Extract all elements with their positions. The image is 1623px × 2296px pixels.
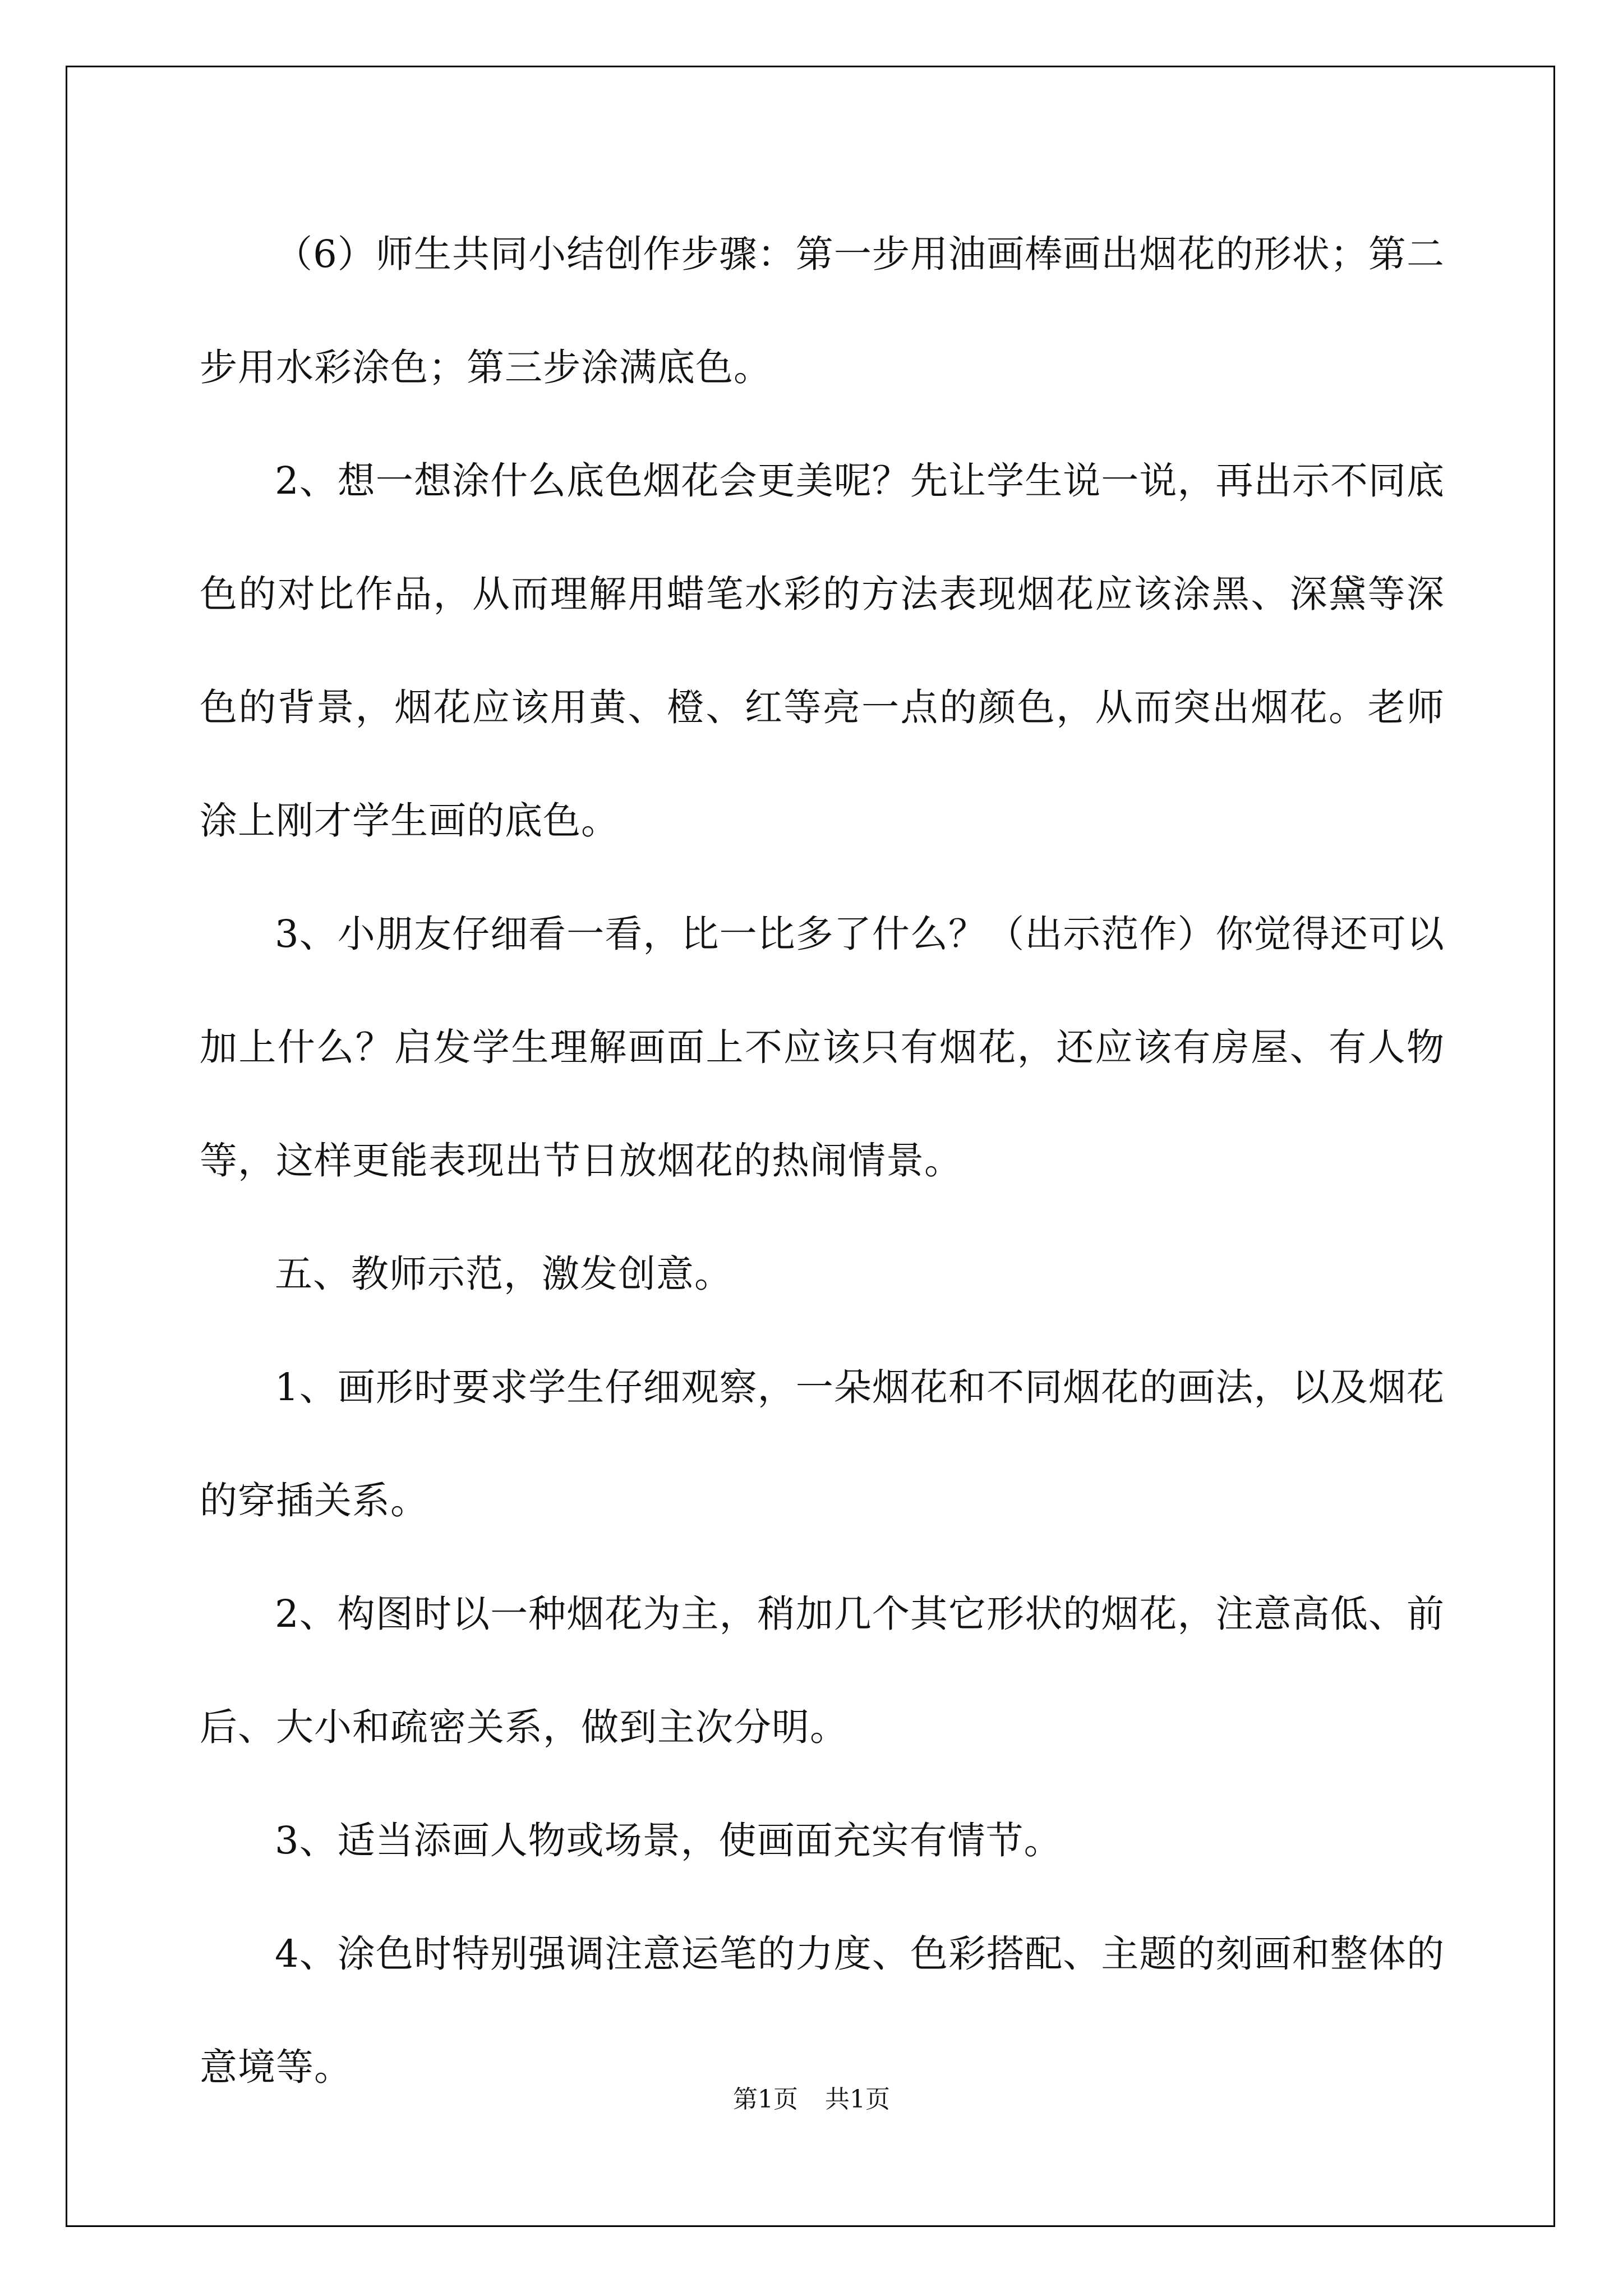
section-heading-teacher-demo: 五、教师示范，激发创意。 [275, 1252, 732, 1296]
paragraph-coloring: 4、涂色时特别强调注意运笔的力度、色彩搭配、主题的刻画和整体的意境等。 [200, 1932, 1445, 2089]
paragraph-add-figures: 3、适当添画人物或场景，使画面充实有情节。 [275, 1819, 1062, 1862]
page-total: 共1页 [825, 2085, 890, 2114]
paragraph-compare-works: 3、小朋友仔细看一看，比一比多了什么？（出示范作）你觉得还可以加上什么？启发学生理解画面上不应该只有烟花，还应该有房屋、有人物等，这样更能表现出节日放烟花的热闹情景。 [200, 912, 1445, 1182]
page-number: 第1页 [733, 2085, 798, 2114]
paragraph-drawing-shape: 1、画形时要求学生仔细观察，一朵烟花和不同烟花的画法，以及烟花的穿插关系。 [200, 1365, 1445, 1522]
paragraph-summary-steps: （6）师生共同小结创作步骤：第一步用油画棒画出烟花的形状；第二步用水彩涂色；第三步涂满底色。 [200, 232, 1445, 389]
page-footer [0, 2079, 1623, 2115]
paragraph-background-color: 2、想一想涂什么底色烟花会更美呢？先让学生说一说，再出示不同底色的对比作品，从而理解用蜡笔水彩的方法表现烟花应该涂黑、深黛等深色的背景，烟花应该用黄、橙、红等亮一点的颜色，从而突出烟花。老师涂上刚才学生画的底色。 [200, 459, 1445, 843]
paragraph-composition: 2、构图时以一种烟花为主，稍加几个其它形状的烟花，注意高低、前后、大小和疏密关系，做到主次分明。 [200, 1592, 1445, 1749]
document-body [200, 197, 1445, 2124]
